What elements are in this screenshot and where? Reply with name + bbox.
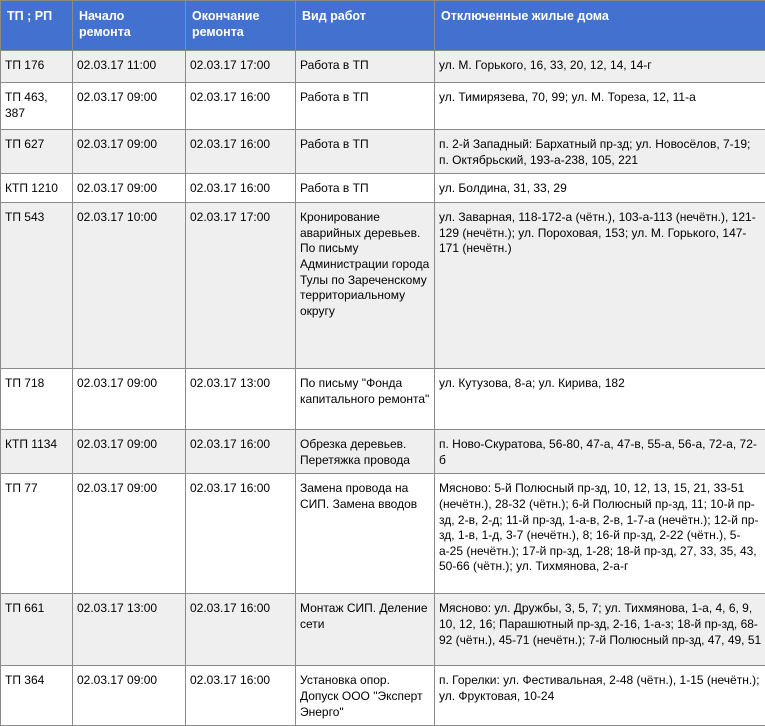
table-header [1,1,765,51]
cell-houses: Мясново: ул. Дружбы, 3, 5, 7; ул. Тихмянова, 1-а, 4, 6, 9, 10, 12, 16; Парашютный пр-зд, 2-16, 1-а-з; 18-й пр-зд, 68-92 (чётн.), 45-71 (нечётн.); 7-й Полюсный пр-зд, 47, 49, 51 [435,594,765,666]
cell-work: Замена провода на СИП. Замена вводов [296,474,435,594]
cell-houses: ул. Заварная, 118-172-а (чётн.), 103-а-113 (нечётн.), 121-129 (нечётн.); ул. Пороховая, 153; ул. М. Горького, 147-171 (нечётн.) [435,203,765,369]
cell-work: Работа в ТП [296,174,435,203]
header-work: Вид работ [296,1,435,51]
table-row [1,369,765,430]
cell-work: Монтаж СИП. Деление сети [296,594,435,666]
cell-end: 02.03.17 16:00 [186,83,296,130]
cell-tp: ТП 718 [1,369,73,430]
cell-end: 02.03.17 17:00 [186,203,296,369]
cell-tp: ТП 463, 387 [1,83,73,130]
cell-tp: ТП 77 [1,474,73,594]
table-row [1,83,765,130]
cell-start: 02.03.17 09:00 [73,474,186,594]
cell-work: Обрезка деревьев. Перетяжка провода [296,430,435,474]
cell-work: Установка опор. Допуск ООО "Эксперт Энерго" [296,666,435,726]
cell-start: 02.03.17 11:00 [73,51,186,83]
cell-tp: ТП 543 [1,203,73,369]
cell-tp: КТП 1210 [1,174,73,203]
cell-houses: п. 2-й Западный: Бархатный пр-зд; ул. Новосёлов, 7-19; п. Октябрьский, 193-а-238, 105, 221 [435,130,765,174]
cell-start: 02.03.17 09:00 [73,130,186,174]
cell-start: 02.03.17 09:00 [73,174,186,203]
header-start: Начало ремонта [73,1,186,51]
cell-tp: ТП 364 [1,666,73,726]
cell-start: 02.03.17 13:00 [73,594,186,666]
cell-tp: ТП 661 [1,594,73,666]
cell-houses: ул. М. Горького, 16, 33, 20, 12, 14, 14-г [435,51,765,83]
cell-start: 02.03.17 10:00 [73,203,186,369]
cell-start: 02.03.17 09:00 [73,666,186,726]
cell-work: Работа в ТП [296,51,435,83]
cell-houses: ул. Кутузова, 8-а; ул. Кирива, 182 [435,369,765,430]
table-row [1,594,765,666]
cell-end: 02.03.17 17:00 [186,51,296,83]
table-row [1,51,765,83]
cell-end: 02.03.17 13:00 [186,369,296,430]
cell-end: 02.03.17 16:00 [186,474,296,594]
cell-start: 02.03.17 09:00 [73,83,186,130]
table-row [1,174,765,203]
cell-end: 02.03.17 16:00 [186,666,296,726]
cell-tp: КТП 1134 [1,430,73,474]
cell-end: 02.03.17 16:00 [186,130,296,174]
cell-end: 02.03.17 16:00 [186,430,296,474]
cell-start: 02.03.17 09:00 [73,369,186,430]
cell-work: Работа в ТП [296,130,435,174]
table-row [1,203,765,369]
table-row [1,474,765,594]
cell-start: 02.03.17 09:00 [73,430,186,474]
cell-work: По письму "Фонда капитального ремонта" [296,369,435,430]
header-end: Окончание ремонта [186,1,296,51]
cell-houses: п. Ново-Скуратова, 56-80, 47-а, 47-в, 55-а, 56-а, 72-а, 72-б [435,430,765,474]
header-tp: ТП ; РП [1,1,73,51]
cell-work: Работа в ТП [296,83,435,130]
cell-houses: Мясново: 5-й Полюсный пр-зд, 10, 12, 13, 15, 21, 33-51 (нечётн.), 28-32 (чётн.); 6-й Полюсный пр-зд, 11; 10-й пр-зд, 2-в, 2-д; 11-й пр-зд, 1-а-в, 2-в, 1-7-а (нечётн.); 12-й пр-зд, 1-в, 1-д, 3-7 (нечётн.), 8; 16-й пр-зд, 2-22 (чётн.), 5-а-25 (нечётн.); 17-й пр-зд, 1-28; 18-й пр-зд, 27, 33, 35, 43, 50-66 (чётн.); ул. Тихмянова, 2-а-г [435,474,765,594]
table-body [1,51,765,726]
table-row [1,130,765,174]
header-houses: Отключенные жилые дома [435,1,765,51]
cell-tp: ТП 176 [1,51,73,83]
cell-houses: ул. Тимирязева, 70, 99; ул. М. Тореза, 12, 11-а [435,83,765,130]
cell-tp: ТП 627 [1,130,73,174]
cell-end: 02.03.17 16:00 [186,174,296,203]
table-row [1,666,765,726]
cell-work: Кронирование аварийных деревьев. По письму Администрации города Тулы по Зареченскому территориальному округу [296,203,435,369]
cell-end: 02.03.17 16:00 [186,594,296,666]
table-row [1,430,765,474]
cell-houses: ул. Болдина, 31, 33, 29 [435,174,765,203]
cell-houses: п. Горелки: ул. Фестивальная, 2-48 (чётн.), 1-15 (нечётн.); ул. Фруктовая, 10-24 [435,666,765,726]
